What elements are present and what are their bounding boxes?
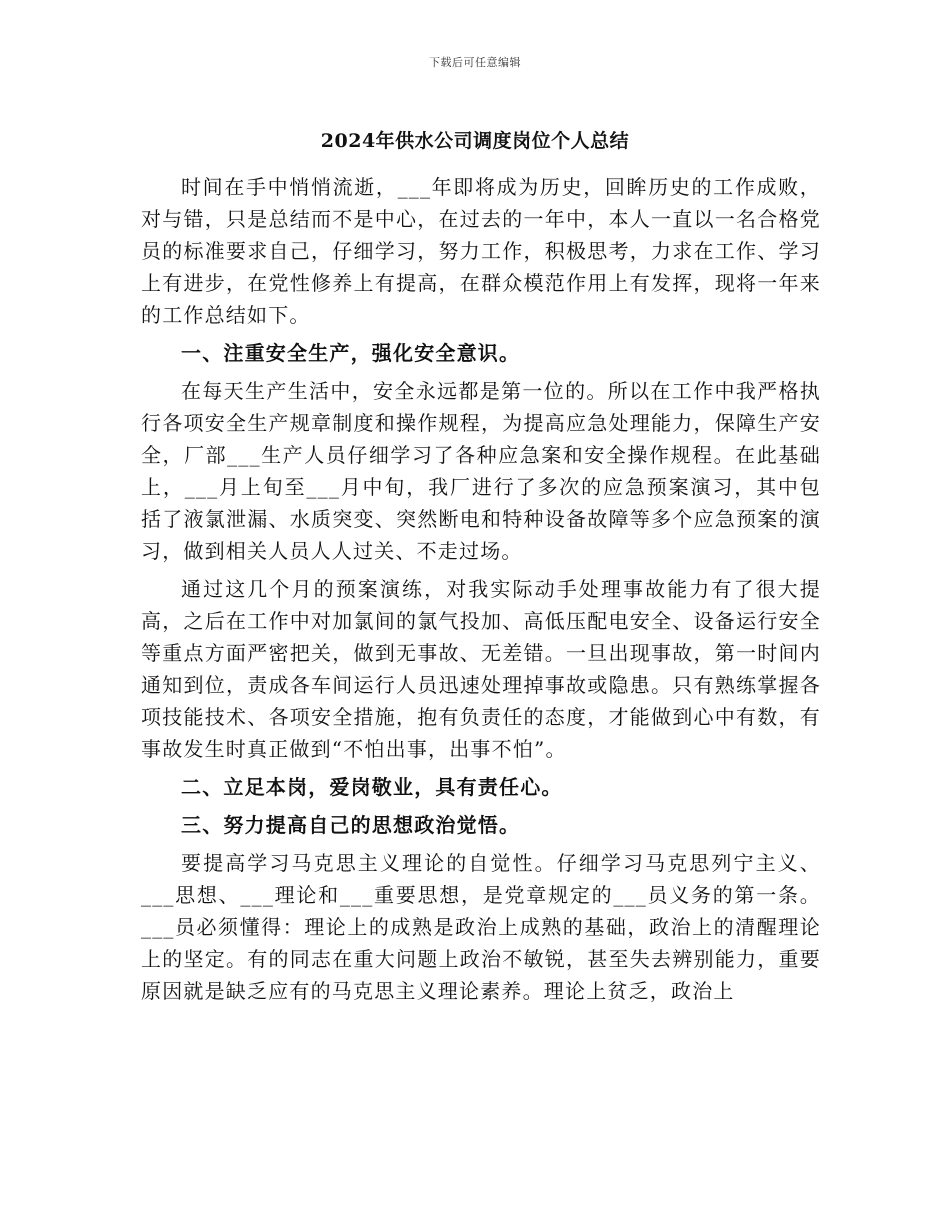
- paragraph-safety-drills: 在每天生产生活中，安全永远都是第一位的。所以在工作中我严格执行各项安全生产规章制度和操作规程，为提高应急处理能力，保障生产安全，厂部___生产人员仔细学习了各种应急案和安全操作规程。在此基础上，___月上旬至___月中旬，我厂进行了多次的应急预案演习，其中包括了液氯泄漏、水质突变、突然断电和特种设备故障等多个应急预案的演习，做到相关人员人人过关、不走过场。: [141, 379, 821, 563]
- section-heading-safety: 一、注重安全生产，强化安全意识。: [181, 341, 521, 365]
- section-heading-responsibility: 二、立足本岗，爱岗敬业，具有责任心。: [181, 775, 563, 799]
- page-title: 2024年供水公司调度岗位个人总结: [320, 130, 630, 152]
- section-heading-political: 三、努力提高自己的思想政治觉悟。: [181, 813, 521, 837]
- document-body: [141, 171, 821, 1007]
- paragraph-theory-study: 要提高学习马克思主义理论的自觉性。仔细学习马克思列宁主义、___思想、___理论和___重要思想，是党章规定的___员义务的第一条。___员必须懂得：理论上的成熟是政治上成熟的基础，政治上的清醒理论上的坚定。有的同志在重大问题上政治不敏锐，甚至失去辨别能力，重要原因就是缺乏应有的马克思主义理论素养。理论上贫乏，政治上: [141, 851, 821, 1003]
- paragraph-drill-results: 通过这几个月的预案演练，对我实际动手处理事故能力有了很大提高，之后在工作中对加氯间的氯气投加、高低压配电安全、设备运行安全等重点方面严密把关，做到无事故、无差错。一旦出现事故，第一时间内通知到位，责成各车间运行人员迅速处理掉事故或隐患。只有熟练掌握各项技能技术、各项安全措施，抱有负责任的态度，才能做到心中有数，有事故发生时真正做到“不怕出事，出事不怕”。: [141, 577, 821, 761]
- paragraph-intro: 时间在手中悄悄流逝，___年即将成为历史，回眸历史的工作成败，对与错，只是总结而不是中心，在过去的一年中，本人一直以一名合格党员的标准要求自己，仔细学习，努力工作，积极思考，力求在工作、学习上有进步，在党性修养上有提高，在群众模范作用上有发挥，现将一年来的工作总结如下。: [141, 175, 821, 327]
- header-note: 下载后可任意编辑: [429, 56, 521, 69]
